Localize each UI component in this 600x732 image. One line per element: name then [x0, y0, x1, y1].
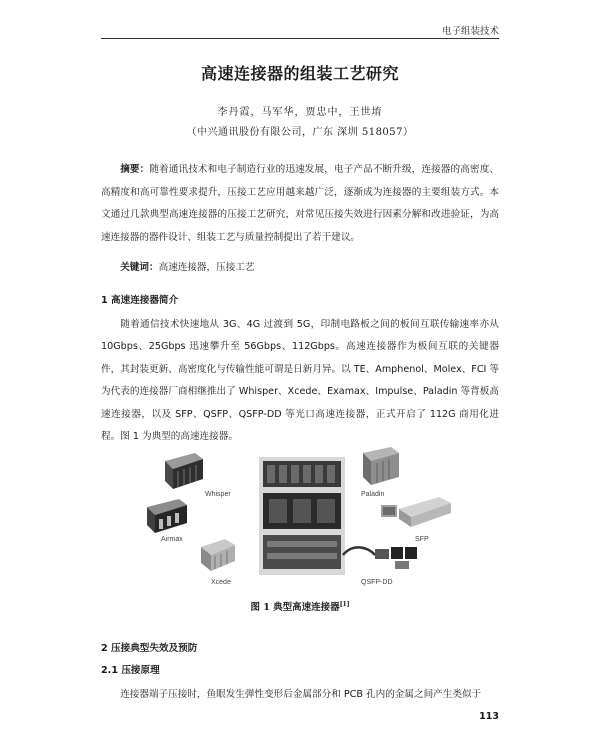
xcede-connector-image: [201, 539, 235, 571]
caption-text: 图 1 典型高速连接器: [250, 602, 340, 613]
section-2-1-heading: 2.1 压接原理: [101, 665, 160, 676]
paladin-connector-image: [363, 447, 399, 485]
figure-1-caption: [0, 599, 600, 613]
header-rule: [101, 38, 499, 39]
abstract-label: 摘要：: [120, 164, 150, 175]
paper-title: 高速连接器的组装工艺研究: [200, 64, 399, 83]
sfp-connector-image: [381, 497, 451, 527]
backplane-system-image: [259, 457, 345, 575]
figure-1-illustration: [143, 443, 459, 593]
whisper-connector-image: [165, 453, 203, 489]
keywords-label: 关键词：: [120, 262, 159, 273]
section-2-heading: 2 压接典型失效及预防: [101, 643, 198, 654]
figure-1: [143, 443, 459, 593]
section-2-1-paragraph: 连接器端子压接时，鱼眼发生弹性变形后金属部分和 PCB 孔内的金属之间产生类似于: [120, 689, 482, 700]
section-1-paragraph: 随着通信技术快速地从 3G、4G 过渡到 5G，印制电路板之间的板间互联传输速率亦从 10Gbps、25Gbps 迅速攀升至 56Gbps、112Gbps。高速连接器作为板间互联的关键器件，其封装更新、高密度化与传输性能可谓是日新月异。以 TE、Amphenol、Molex、FCI 等为代表的连接器厂商相继推出了 Whisper、Xcede、Examax、Impulse、Paladin 等背板高速连接器，以及 SFP、QSFP、QSFP-DD 等光口高速连接器，正式开启了 112G 商用化进程。图 1 为典型的高速连接器。: [101, 319, 499, 443]
qsfp-dd-connector-image: [343, 547, 417, 569]
keywords-text: 高速连接器，压接工艺: [158, 262, 255, 273]
keywords: [101, 259, 499, 273]
running-header: 电子组装技术: [441, 26, 499, 37]
abstract-text: 随着通讯技术和电子制造行业的迅速发展，电子产品不断升级，连接器的高密度、高精度和高可靠性要求提升，压接工艺应用越来越广泛，逐渐成为连接器的主要组装方式。本文通过几款典型高速连接器的压接工艺研究，对常见压接失效进行因素分解和改进验证，为高速连接器的器件设计、组装工艺与质量控制提出了若干建议。: [101, 164, 500, 243]
affiliation: （中兴通讯股份有限公司，广东 深圳 518057）: [186, 127, 414, 138]
caption-citation: [1]: [339, 600, 350, 608]
label-paladin: Paladin: [361, 491, 385, 498]
page-number: 113: [479, 711, 499, 722]
abstract: [101, 159, 499, 249]
section-1-heading: 1 高速连接器简介: [101, 295, 179, 306]
airmax-connector-image: [147, 499, 187, 533]
label-sfp: SFP: [415, 536, 429, 543]
label-xcede: Xcede: [211, 579, 231, 586]
label-airmax: Airmax: [161, 536, 183, 543]
label-qsfp-dd: QSFP-DD: [361, 579, 393, 586]
authors: 李丹霞，马军华，贾忠中，王世堉: [217, 107, 383, 118]
label-whisper: Whisper: [205, 491, 231, 498]
